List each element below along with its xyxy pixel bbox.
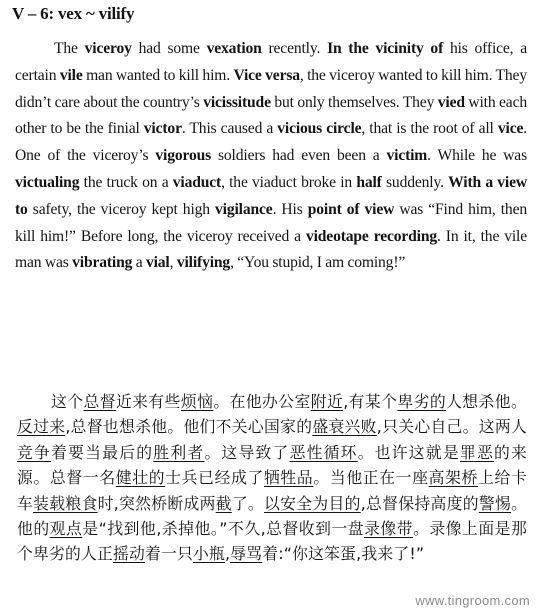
vocab-translation: 恶性循环 [289, 442, 358, 462]
text-run: , the viaduct broke in [221, 173, 357, 191]
text-run: 。当他正在一座 [313, 468, 429, 488]
vocab-translation: 小瓶 [192, 544, 225, 564]
text-run: 着要当最后的 [51, 442, 154, 462]
text-run: recently. [261, 40, 328, 57]
text-run: 。也许这就是 [357, 442, 460, 462]
vocab-term: victor [143, 120, 182, 138]
text-run: , [169, 254, 177, 272]
vocab-term: vial [145, 254, 170, 272]
text-run: a [132, 254, 146, 272]
vocab-term: With a view to [15, 173, 527, 218]
section-terms: vex ~ vilify [58, 4, 135, 23]
text-run: 时,突然桥断成两 [97, 493, 216, 513]
vocab-translation: 总督 [83, 392, 116, 411]
text-run: suddenly. [381, 173, 449, 191]
text-run: 。他的 [17, 493, 528, 539]
text-run: . This caused a [181, 120, 278, 138]
text-run: ,只关心自己。这两人 [376, 417, 527, 437]
site-watermark: www.tingroom.com [415, 593, 530, 608]
text-run: ,总督也想杀他。他们不关心国家的 [65, 417, 313, 437]
text-run: 。录像上面是那个卑劣的人正 [17, 519, 527, 564]
vocab-translation: 高架桥 [428, 468, 479, 488]
vocab-translation: 盛衰兴败 [312, 417, 377, 437]
vocab-term: point of view [307, 200, 395, 218]
vocab-translation: 摇动 [112, 544, 145, 564]
vocab-translation: 以安全为目的 [264, 493, 361, 513]
chinese-paragraph [17, 389, 527, 567]
vocab-translation: 胜利者 [153, 442, 205, 462]
vocab-translation: 截 [215, 493, 232, 513]
text-run: his office, a certain [15, 40, 528, 84]
text-run: was “Find him, then kill him!” Before long, the viceroy received a [15, 200, 527, 245]
vocab-term: vile [59, 66, 83, 84]
vocab-translation: 装载粮食 [33, 493, 98, 513]
vocab-term: vilifying [176, 254, 231, 272]
text-run: with each other to be the finial [15, 93, 527, 138]
vocab-term: vice [497, 120, 524, 138]
text-run: . His [272, 200, 308, 218]
text-run: 这个 [51, 392, 84, 411]
vocab-term: vied [437, 93, 465, 111]
text-run: 着:“你这笨蛋,我来了!” [262, 544, 425, 564]
vocab-term: viceroy [84, 40, 132, 57]
text-run: The [54, 40, 85, 57]
text-run: ,有某个 [343, 392, 398, 411]
vocab-term: In the vicinity of [327, 40, 444, 57]
text-run: . While he was [427, 147, 527, 165]
vocab-translation: 警惕 [478, 493, 512, 513]
vocab-translation: 健壮的 [115, 468, 166, 488]
text-run: ,总督保持高度的 [360, 493, 479, 513]
vocab-translation: 录像带 [364, 519, 414, 539]
vocab-term: vexation [206, 40, 262, 57]
vocab-term: vicissitude [203, 93, 271, 111]
text-run: . One of the viceroy’s [15, 120, 527, 165]
text-run: 是“找到他,杀掉他。”不久,总督收到一盘 [82, 519, 365, 539]
text-run: 。在他办公室 [213, 392, 311, 411]
text-run: 人想杀他。 [446, 392, 527, 411]
text-run: 着一只 [144, 544, 193, 564]
text-run: the truck on a [79, 173, 173, 191]
text-run: 的来源。总督一名 [17, 442, 528, 488]
vocab-term: videotape recording [305, 227, 438, 245]
vocab-translation: 观点 [49, 519, 83, 539]
text-run: 上给卡车 [17, 468, 528, 513]
section-heading [12, 4, 134, 24]
text-run: man wanted to kill him. [82, 66, 234, 84]
text-run: 。这导致了 [204, 442, 290, 462]
english-paragraph [15, 36, 527, 277]
vocab-term: viaduct [172, 173, 222, 191]
vocab-term: vigilance [215, 200, 273, 218]
vocab-term: half [356, 173, 382, 191]
vocab-term: victualing [15, 173, 80, 191]
vocab-translation: 辱骂 [230, 544, 263, 564]
text-run: soldiers had even been a [211, 147, 387, 165]
vocab-translation: 竞争 [17, 442, 52, 462]
text-run: had some [131, 40, 207, 57]
text-run: . In it, the vile man was [15, 227, 528, 272]
text-run: , [224, 544, 231, 564]
vocab-translation: 罪恶 [459, 442, 494, 462]
text-run: but only themselves. They [270, 93, 438, 111]
section-label: V – 6: [12, 4, 54, 23]
vocab-term: vicious circle [277, 120, 362, 138]
text-run: 士兵已经成了 [165, 468, 264, 488]
vocab-translation: 卑劣的 [397, 392, 447, 411]
vocab-term: Vice versa [233, 66, 300, 84]
text-run: , the viceroy wanted to kill him. They didn’t care about the country’s [15, 66, 527, 111]
vocab-term: vigorous [155, 147, 212, 165]
vocab-translation: 牺牲品 [264, 468, 314, 488]
text-run: 了。 [231, 493, 265, 513]
vocab-translation: 反过来 [17, 417, 66, 437]
text-run: , “You stupid, I am coming!” [230, 254, 406, 272]
vocab-term: vibrating [72, 254, 133, 272]
vocab-translation: 烦恼 [180, 392, 214, 411]
text-run: , that is the root of all [361, 120, 498, 138]
vocab-term: victim [386, 147, 428, 165]
vocab-translation: 附近 [310, 392, 344, 411]
text-run: safety, the viceroy kept high [27, 200, 216, 218]
text-run: 近来有些 [115, 392, 181, 411]
